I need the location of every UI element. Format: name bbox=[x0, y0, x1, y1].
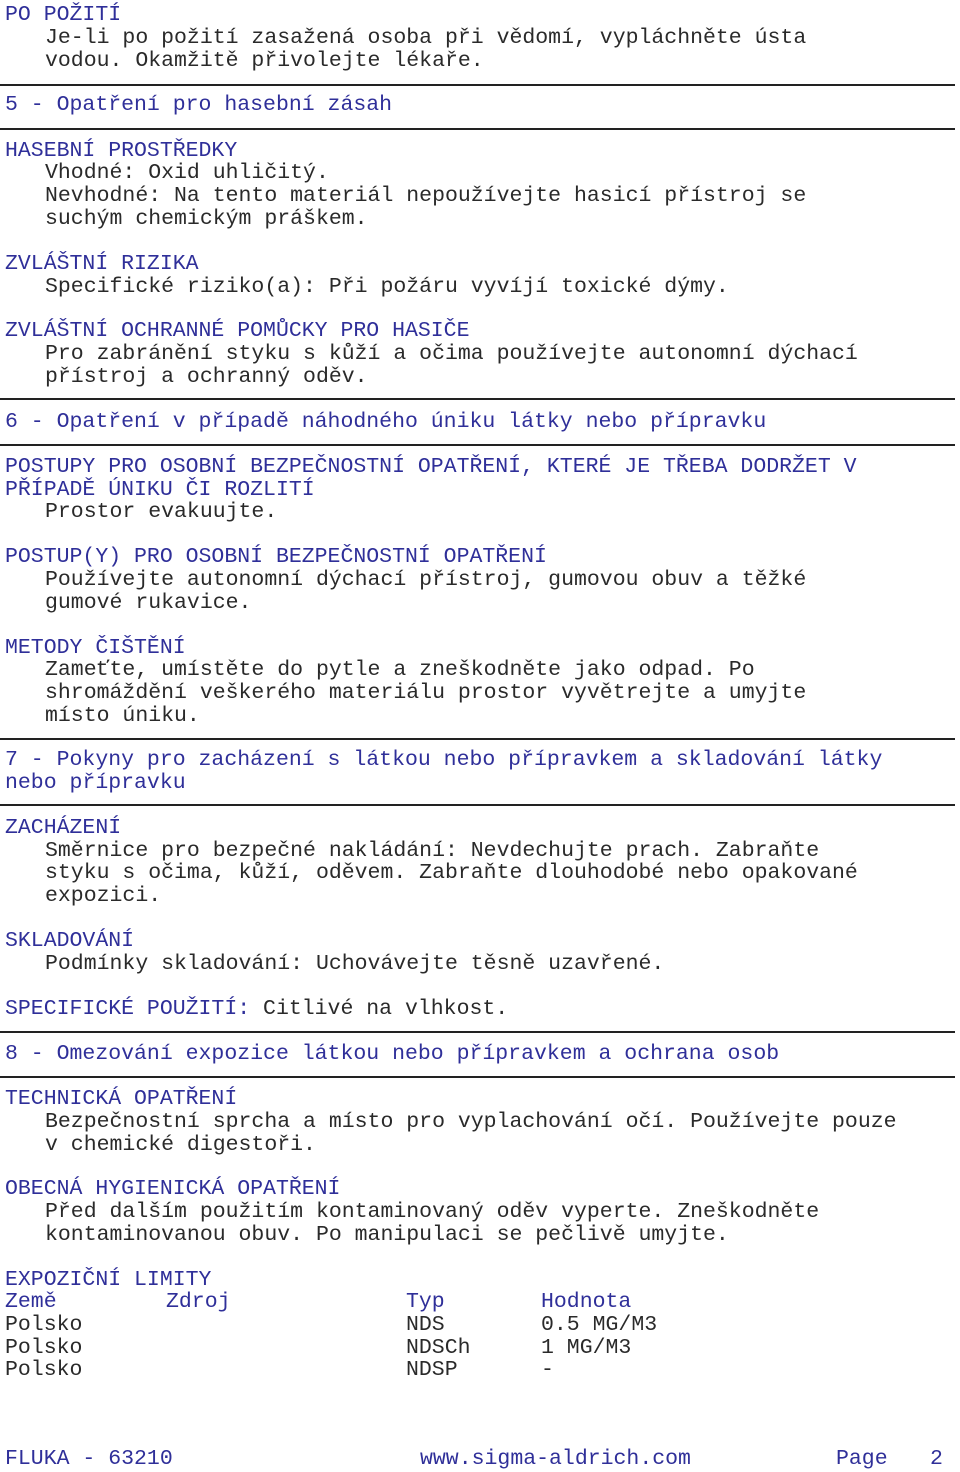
heading-personal-precautions: PŘÍPADĚ ÚNIKU ČI ROZLITÍ bbox=[5, 478, 315, 502]
handling-text-line: Směrnice pro bezpečné nakládání: Nevdechujte prach. Zabraňte bbox=[45, 839, 820, 863]
heading-technical-measures: TECHNICKÁ OPATŘENÍ bbox=[5, 1087, 238, 1111]
table-cell-country: Polsko bbox=[5, 1313, 83, 1337]
table-cell-value: 1 MG/M3 bbox=[541, 1336, 632, 1360]
section-7-title: nebo přípravku bbox=[5, 771, 186, 795]
precautions2-text-line: Používejte autonomní dýchací přístroj, gumovou obuv a těžké bbox=[45, 568, 807, 592]
table-header-value: Hodnota bbox=[541, 1290, 632, 1314]
section-divider bbox=[0, 1076, 955, 1078]
ingestion-text-line: Je-li po požití zasažená osoba při vědomí, vypláchněte ústa bbox=[45, 26, 807, 50]
table-cell-country: Polsko bbox=[5, 1358, 83, 1382]
extinguishing-text-line: Vhodné: Oxid uhličitý. bbox=[45, 161, 329, 185]
heading-ingestion: PO POŽITÍ bbox=[5, 3, 122, 27]
section-divider bbox=[0, 398, 955, 400]
section-8-title: 8 - Omezování expozice látkou nebo přípravkem a ochrana osob bbox=[5, 1042, 780, 1066]
precautions2-text-line: gumové rukavice. bbox=[45, 591, 252, 615]
section-divider bbox=[0, 1031, 955, 1033]
technical-text-line: v chemické digestoři. bbox=[45, 1133, 316, 1157]
risks-text-line: Specifické riziko(a): Při požáru vyvíjí toxické dýmy. bbox=[45, 275, 729, 299]
cleaning-text-line: Zameťte, umístěte do pytle a zneškodněte jako odpad. Po bbox=[45, 658, 755, 682]
section-divider bbox=[0, 444, 955, 446]
table-cell-value: 0.5 MG/M3 bbox=[541, 1313, 658, 1337]
protection-text-line: Pro zabránění styku s kůží a očima používejte autonomní dýchací bbox=[45, 342, 858, 366]
heading-personal-precautions: POSTUPY PRO OSOBNÍ BEZPEČNOSTNÍ OPATŘENÍ, KTERÉ JE TŘEBA DODRŽET V bbox=[5, 455, 857, 479]
section-divider bbox=[0, 738, 955, 740]
footer-page-label: Page bbox=[836, 1447, 888, 1471]
extinguishing-text-line: suchým chemickým práškem. bbox=[45, 207, 368, 231]
table-header-type: Typ bbox=[406, 1290, 445, 1314]
section-divider bbox=[0, 804, 955, 806]
technical-text-line: Bezpečnostní sprcha a místo pro vyplachování očí. Používejte pouze bbox=[45, 1110, 897, 1134]
heading-firefighter-protection: ZVLÁŠTNÍ OCHRANNÉ POMŮCKY PRO HASIČE bbox=[5, 319, 470, 343]
heading-special-risks: ZVLÁŠTNÍ RIZIKA bbox=[5, 252, 199, 276]
ingestion-text-line: vodou. Okamžitě přivolejte lékaře. bbox=[45, 49, 484, 73]
table-header-country: Země bbox=[5, 1290, 57, 1314]
cleaning-text-line: shromáždění veškerého materiálu prostor vyvětrejte a umyjte bbox=[45, 681, 807, 705]
section-divider bbox=[0, 128, 955, 130]
precautions-text-line: Prostor evakuujte. bbox=[45, 500, 278, 524]
hygiene-text-line: kontaminovanou obuv. Po manipulaci se pečlivě umyjte. bbox=[45, 1223, 729, 1247]
specific-use bbox=[5, 998, 508, 1021]
heading-personal-precautions-2: POSTUP(Y) PRO OSOBNÍ BEZPEČNOSTNÍ OPATŘENÍ bbox=[5, 545, 547, 569]
section-6-title: 6 - Opatření v případě náhodného úniku látky nebo přípravku bbox=[5, 410, 767, 434]
heading-extinguishing-media: HASEBNÍ PROSTŘEDKY bbox=[5, 139, 238, 163]
heading-exposure-limits: EXPOZIČNÍ LIMITY bbox=[5, 1268, 212, 1292]
protection-text-line: přístroj a ochranný oděv. bbox=[45, 365, 368, 389]
table-cell-type: NDSCh bbox=[406, 1336, 471, 1360]
heading-handling: ZACHÁZENÍ bbox=[5, 816, 122, 840]
table-cell-country: Polsko bbox=[5, 1336, 83, 1360]
table-header-source: Zdroj bbox=[166, 1290, 231, 1314]
handling-text-line: styku s očima, kůží, oděvem. Zabraňte dlouhodobé nebo opakované bbox=[45, 861, 858, 885]
extinguishing-text-line: Nevhodné: Na tento materiál nepoužívejte hasicí přístroj se bbox=[45, 184, 807, 208]
section-7-title: 7 - Pokyny pro zacházení s látkou nebo přípravkem a skladování látky bbox=[5, 748, 883, 772]
footer-website-link[interactable]: www.sigma-aldrich.com bbox=[420, 1447, 691, 1471]
section-5-title: 5 - Opatření pro hasební zásah bbox=[5, 93, 393, 117]
hygiene-text-line: Před dalším použitím kontaminovaný oděv vyperte. Zneškodněte bbox=[45, 1200, 820, 1224]
section-divider bbox=[0, 84, 955, 86]
heading-cleaning-methods: METODY ČIŠTĚNÍ bbox=[5, 636, 186, 660]
heading-storage: SKLADOVÁNÍ bbox=[5, 929, 135, 953]
specific-use-label: SPECIFICKÉ POUŽITÍ: bbox=[5, 997, 251, 1021]
specific-use-value: Citlivé na vlhkost. bbox=[250, 997, 509, 1021]
heading-hygiene-measures: OBECNÁ HYGIENICKÁ OPATŘENÍ bbox=[5, 1177, 341, 1201]
table-cell-value: - bbox=[541, 1358, 554, 1382]
footer-product-code: FLUKA - 63210 bbox=[5, 1447, 173, 1471]
table-cell-type: NDSP bbox=[406, 1358, 458, 1382]
cleaning-text-line: místo úniku. bbox=[45, 704, 200, 728]
handling-text-line: expozici. bbox=[45, 884, 162, 908]
footer-page-number: 2 bbox=[930, 1447, 943, 1471]
storage-text-line: Podmínky skladování: Uchovávejte těsně uzavřené. bbox=[45, 952, 665, 976]
table-cell-type: NDS bbox=[406, 1313, 445, 1337]
